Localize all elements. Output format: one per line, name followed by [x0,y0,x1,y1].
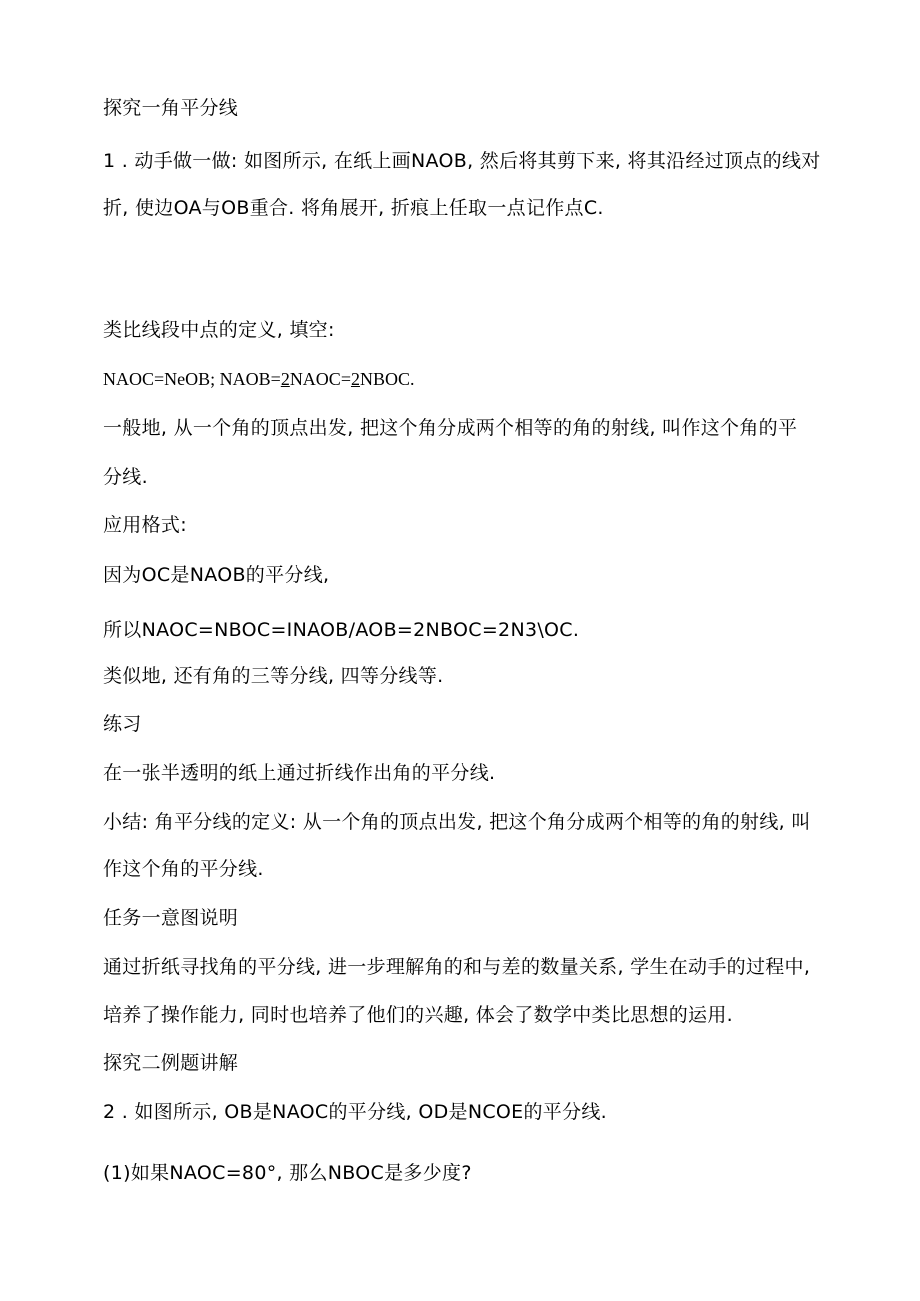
question-1-line: (1)如果NAOC=80°, 那么NBOC是多少度? [103,1162,472,1184]
summary-line-1: 小结: 角平分线的定义: 从一个角的顶点出发, 把这个角分成两个相等的角的射线, 叫 [103,811,811,833]
because-line: 因为OC是NAOB的平分线, [103,564,330,586]
fill-blank-formula [103,366,414,392]
section1-heading: 探究一角平分线 [103,97,239,119]
definition-line-2: 分线. [103,466,148,488]
task-line-2: 培养了操作能力, 同时也培养了他们的兴趣, 体会了数学中类比思想的运用. [103,1004,733,1026]
section2-heading: 探究二例题讲解 [103,1052,239,1074]
practice-heading: 练习 [103,713,142,735]
example-line: 2 . 如图所示, OB是NAOC的平分线, OD是NCOE的平分线. [103,1101,608,1123]
so-line: 所以NAOC=NBOC=INAOB/AOB=2NBOC=2N3\OC. [103,619,580,641]
task-line-1: 通过折纸寻找角的平分线, 进一步理解角的和与差的数量关系, 学生在动手的过程中, [103,956,811,978]
formula-part-3: NBOC. [359,369,415,389]
task-heading: 任务一意图说明 [103,907,239,929]
similar-line: 类似地, 还有角的三等分线, 四等分线等. [103,665,444,687]
summary-line-2: 作这个角的平分线. [103,858,264,880]
formula-blank-2: 2 [350,369,360,389]
paragraph-1-line-2: 折, 使边OA与OB重合. 将角展开, 折痕上任取一点记作点C. [103,197,604,219]
formula-part-2: NAOC= [289,369,351,389]
analogy-intro: 类比线段中点的定义, 填空: [103,319,335,341]
formula-blank-1: 2 [280,369,290,389]
definition-line-1: 一般地, 从一个角的顶点出发, 把这个角分成两个相等的角的射线, 叫作这个角的平 [103,417,798,439]
paragraph-1-line-1: 1 . 动手做一做: 如图所示, 在纸上画NAOB, 然后将其剪下来, 将其沿经过顶点的线对 [103,150,821,172]
format-heading: 应用格式: [103,514,187,536]
practice-line: 在一张半透明的纸上通过折线作出角的平分线. [103,762,496,784]
formula-part-1: NAOC=NeOB; NAOB= [103,369,281,389]
